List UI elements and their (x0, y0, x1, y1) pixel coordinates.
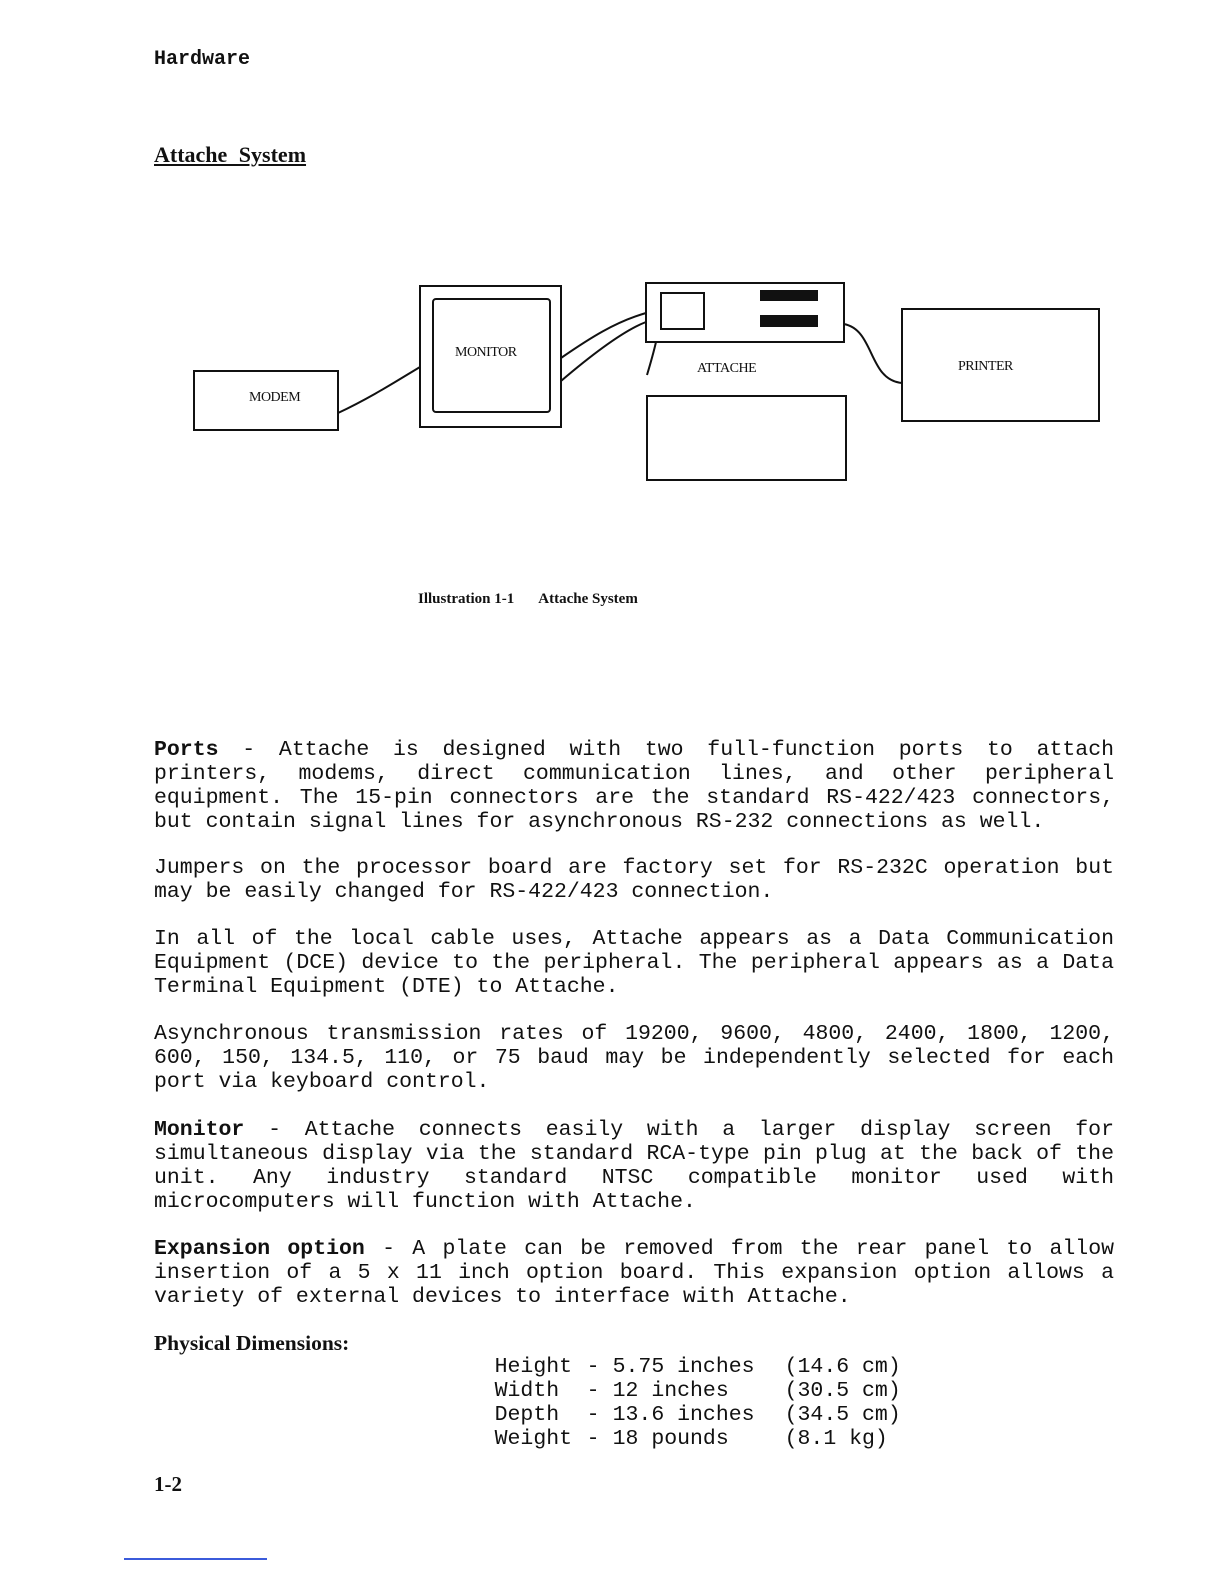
dimension-value: 12 inches (612, 1379, 729, 1403)
dimension-metric: (34.5 cm) (784, 1403, 901, 1427)
term-monitor: Monitor (154, 1118, 245, 1142)
dimension-name: Weight (494, 1427, 573, 1451)
paragraph-monitor-text: - Attache connects easily with a larger display screen for simultaneous display via the standard RCA-type pin plug at the back of the unit. Any industry standard NTSC compatible monitor used with microcomputers will function with Attache. (154, 1118, 1114, 1214)
dimension-row (443, 1331, 901, 1379)
modem-monitor-cable (338, 367, 420, 413)
attache-printer-cable (844, 324, 902, 383)
term-expansion: Expansion option (154, 1237, 365, 1261)
dimension-name: Width (494, 1379, 560, 1403)
bottom-rule (124, 1558, 267, 1560)
attache-indicator-1 (760, 290, 818, 301)
paragraph-monitor (154, 1118, 1114, 1214)
dimension-dash: - (586, 1379, 600, 1403)
paragraph-ports (154, 738, 1114, 834)
system-diagram (0, 0, 1224, 520)
dimension-value: 13.6 inches (612, 1403, 755, 1427)
dimension-value: 5.75 inches (612, 1355, 755, 1379)
dimension-name: Depth (494, 1403, 560, 1427)
dimension-name: Height (494, 1355, 573, 1379)
paragraph-async: Asynchronous transmission rates of 19200, 9600, 4800, 2400, 1800, 1200, 600, 150, 134.5, 110, or 75 baud may be independently selected for each port via keyboard control. (154, 1022, 1114, 1094)
dimension-dash: - (586, 1427, 600, 1451)
figure-caption (418, 591, 638, 608)
dimensions-label: Physical Dimensions: (154, 1331, 350, 1355)
paragraph-expansion (154, 1237, 1114, 1309)
dimension-metric: (14.6 cm) (784, 1355, 901, 1379)
attache-label: ATTACHE (697, 361, 757, 376)
printer-label: PRINTER (958, 359, 1013, 374)
dimension-metric: (8.1 kg) (784, 1427, 888, 1451)
paragraph-jumpers: Jumpers on the processor board are factory set for RS-232C operation but may be easily changed for RS-422/423 connection. (154, 856, 1114, 904)
attache-drive-slot (661, 293, 704, 329)
page-number: 1-2 (154, 1472, 182, 1496)
attache-left-cable (647, 342, 656, 375)
term-ports: Ports (154, 738, 219, 762)
attache-indicator-2 (760, 315, 818, 327)
dimension-metric: (30.5 cm) (784, 1379, 901, 1403)
running-header: Hardware (154, 48, 251, 71)
dimensions-table (443, 1331, 901, 1451)
paragraph-dce: In all of the local cable uses, Attache appears as a Data Communication Equipment (DCE) device to the peripheral. The peripheral appears as a Data Terminal Equipment (DTE) to Attache. (154, 927, 1114, 999)
dimension-value: 18 pounds (612, 1427, 729, 1451)
paragraph-expansion-text: - A plate can be removed from the rear panel to allow insertion of a 5 x 11 inch option board. This expansion option allows a variety of external devices to interface with Attache. (154, 1237, 1114, 1309)
caption-title: Attache System (538, 591, 638, 607)
monitor-label: MONITOR (455, 345, 517, 360)
section-title: Attache System (154, 142, 307, 167)
caption-number: Illustration 1-1 (418, 591, 515, 607)
dimension-dash: - (586, 1403, 600, 1427)
modem-label: MODEM (249, 390, 301, 405)
monitor-attache-cable-1 (561, 313, 646, 358)
dimension-dash: - (586, 1355, 600, 1379)
paragraph-ports-text: - Attache is designed with two full-function ports to attach printers, modems, direct communication lines, and other peripheral equipment. The 15-pin connectors are the standard RS-422/423 connectors, but contain signal lines for asynchronous RS-232 connections as well. (154, 738, 1114, 834)
attache-base-unit (647, 396, 846, 480)
